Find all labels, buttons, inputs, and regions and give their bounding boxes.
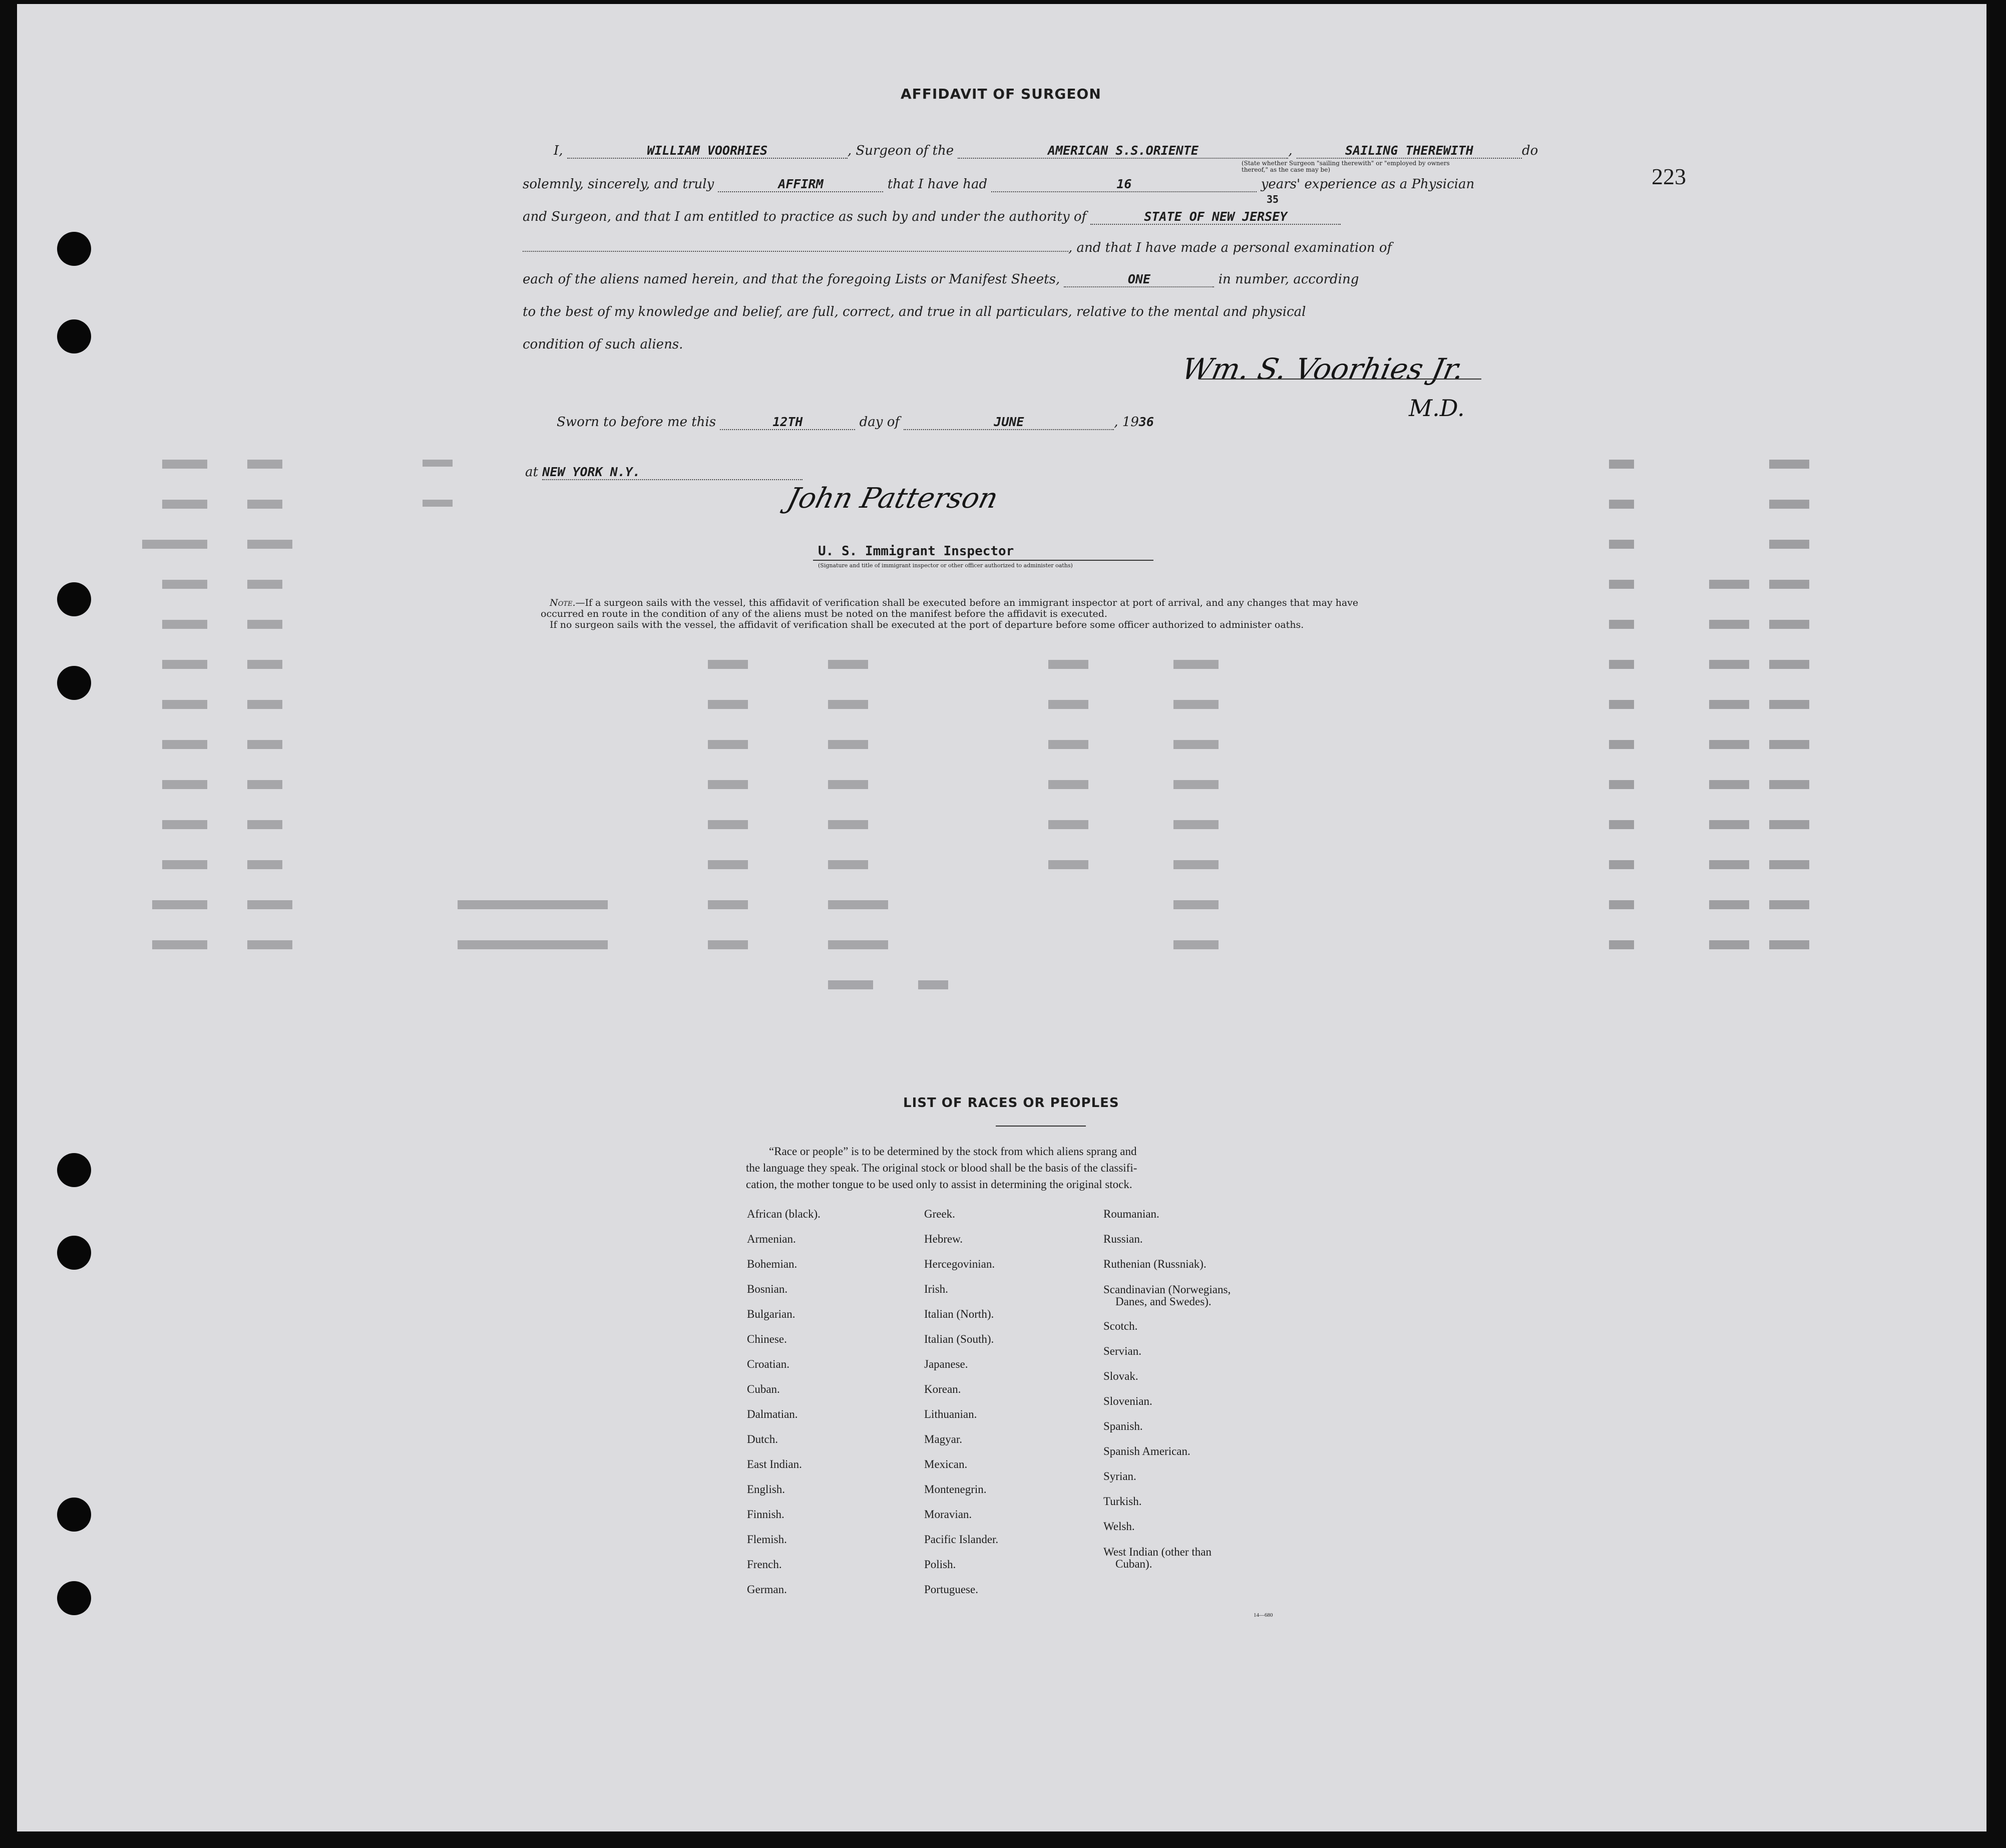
races-column-1 <box>747 1202 821 1602</box>
sworn-place: NEW YORK N.Y. <box>542 465 803 480</box>
race-item: Spanish American. <box>1103 1445 1190 1457</box>
surgeon-name: WILLIAM VOORHIES <box>567 143 848 159</box>
race-item: Slovak. <box>1103 1370 1138 1382</box>
binder-hole <box>57 1236 91 1270</box>
line-text: Sworn to before me this <box>557 415 716 430</box>
line-text: I, <box>554 143 563 158</box>
race-item: Finnish. <box>747 1508 784 1521</box>
race-item: Dutch. <box>747 1433 778 1445</box>
race-item: Irish. <box>924 1283 948 1295</box>
race-item: Slovenian. <box>1103 1395 1152 1407</box>
affidavit-line-3 <box>523 209 1341 225</box>
race-item: Hebrew. <box>924 1233 963 1245</box>
binder-hole <box>57 232 91 266</box>
binder-hole <box>57 319 91 353</box>
place-line <box>525 465 803 480</box>
vessel-name: AMERICAN S.S.ORIENTE <box>958 143 1288 159</box>
line-text: that I have had <box>887 177 988 192</box>
form-number: 14—680 <box>1254 1612 1273 1618</box>
race-item: Lithuanian. <box>924 1408 977 1420</box>
sworn-line <box>557 415 1154 430</box>
race-item: Portuguese. <box>924 1583 978 1596</box>
line-text: solemnly, sincerely, and truly <box>523 177 714 192</box>
note-line-2: occurred en route in the condition of any of the aliens must be noted on the manifest before the affidavit is executed. <box>541 608 1107 619</box>
blank-field <box>523 251 1068 252</box>
race-item: Korean. <box>924 1383 961 1395</box>
race-item: Turkish. <box>1103 1495 1142 1508</box>
race-item: Italian (North). <box>924 1308 994 1320</box>
race-item: Syrian. <box>1103 1470 1136 1483</box>
race-item: Flemish. <box>747 1533 787 1546</box>
affidavit-line-5 <box>523 272 1359 287</box>
race-item: English. <box>747 1483 785 1496</box>
race-item: Mexican. <box>924 1458 968 1470</box>
race-item: Polish. <box>924 1558 956 1571</box>
binder-hole <box>57 1498 91 1532</box>
races-column-2 <box>924 1202 998 1602</box>
line-text: , 19 <box>1114 415 1139 430</box>
inspector-line <box>813 560 1153 561</box>
sworn-month: JUNE <box>904 415 1114 430</box>
race-item: French. <box>747 1558 782 1571</box>
intro-line-3: cation, the mother tongue to be used only to assist in determining the original stock. <box>746 1178 1132 1191</box>
intro-line-2: the language they speak. The original stock or blood shall be the basis of the classifi- <box>746 1162 1137 1174</box>
race-item: Bohemian. <box>747 1258 797 1270</box>
race-item: Bulgarian. <box>747 1308 795 1320</box>
race-item: East Indian. <box>747 1458 802 1470</box>
race-item: Moravian. <box>924 1508 972 1521</box>
line-text: , Surgeon of the <box>847 143 954 158</box>
race-item: Armenian. <box>747 1233 796 1245</box>
surgeon-signature: Wm. S. Voorhies Jr. <box>1178 352 1467 386</box>
note-line-3: If no surgeon sails with the vessel, the affidavit of verification shall be executed at the port of departure before some officer authorized to administer oaths. <box>550 619 1304 630</box>
races-column-3 <box>1103 1202 1231 1570</box>
note-line-1: —If a surgeon sails with the vessel, this affidavit of verification shall be executed before an immigrant inspector at port of arrival, and any changes that may have <box>575 597 1359 608</box>
line-text: , and that I have made a personal examination of <box>1068 240 1392 255</box>
binder-hole <box>57 1153 91 1187</box>
licensing-authority: STATE OF NEW JERSEY <box>1090 209 1341 225</box>
race-item-continued: Cuban). <box>1115 1558 1152 1570</box>
race-item: Roumanian. <box>1103 1208 1159 1220</box>
race-item: Montenegrin. <box>924 1483 987 1496</box>
sheets-count: ONE <box>1064 272 1214 287</box>
line-text: do <box>1521 143 1538 158</box>
years-experience: 16 <box>991 177 1257 192</box>
oath-type: AFFIRM <box>718 177 883 192</box>
inspector-title: U. S. Immigrant Inspector <box>818 544 1014 559</box>
race-item: African (black). <box>747 1208 821 1220</box>
line-text: years' experience as a Physician <box>1261 177 1475 192</box>
line-text: each of the aliens named herein, and that the foregoing Lists or Manifest Sheets, <box>523 272 1060 287</box>
intro-line-1: “Race or people” is to be determined by the stock from which aliens sprang and <box>769 1145 1137 1158</box>
race-item: Japanese. <box>924 1358 968 1370</box>
race-item: Italian (South). <box>924 1333 994 1345</box>
race-item: Croatian. <box>747 1358 789 1370</box>
race-item: Scandinavian (Norwegians, <box>1103 1283 1231 1296</box>
race-item: Hercegovinian. <box>924 1258 995 1270</box>
document-sheet <box>17 4 1986 1831</box>
race-item: Welsh. <box>1103 1520 1135 1533</box>
status-note: (State whether Surgeon "sailing therewith" or "employed by owners thereof," as the case may be) <box>1242 160 1450 173</box>
line-text: in number, according <box>1218 272 1359 287</box>
signature-suffix: M.D. <box>1409 395 1465 422</box>
line-text: at <box>525 465 538 480</box>
affidavit-note <box>541 597 1358 630</box>
line-text: day of <box>859 415 900 430</box>
race-item: Bosnian. <box>747 1283 788 1295</box>
race-item: Servian. <box>1103 1345 1142 1357</box>
line-text: and Surgeon, and that I am entitled to practice as such by and under the authority of <box>523 209 1087 224</box>
affidavit-title: AFFIDAVIT OF SURGEON <box>901 86 1101 102</box>
surgeon-status: SAILING THEREWITH <box>1297 143 1522 159</box>
authority-mark: 35 <box>1267 193 1279 205</box>
race-item: German. <box>747 1583 787 1596</box>
page-number: 223 <box>1652 164 1686 189</box>
race-item: Ruthenian (Russniak). <box>1103 1258 1207 1270</box>
sworn-day: 12TH <box>720 415 855 430</box>
race-item-continued: Danes, and Swedes). <box>1115 1295 1212 1308</box>
affidavit-line-2 <box>523 177 1474 192</box>
inspector-caption: (Signature and title of immigrant inspector or other officer authorized to administer oaths) <box>818 562 1073 569</box>
affidavit-line-6: to the best of my knowledge and belief, are full, correct, and true in all particulars, relative to the mental and physical <box>523 304 1306 319</box>
race-item: Russian. <box>1103 1233 1143 1245</box>
affidavit-line-7: condition of such aliens. <box>523 337 683 352</box>
race-item: Pacific Islander. <box>924 1533 999 1546</box>
race-item: Spanish. <box>1103 1420 1143 1432</box>
sworn-year: 36 <box>1138 415 1154 429</box>
races-title-rule <box>996 1126 1086 1127</box>
races-intro <box>746 1143 1137 1193</box>
race-item: Greek. <box>924 1208 955 1220</box>
race-item: Chinese. <box>747 1333 787 1345</box>
race-item: Scotch. <box>1103 1320 1138 1332</box>
races-title: LIST OF RACES OR PEOPLES <box>903 1095 1119 1111</box>
race-item: Dalmatian. <box>747 1408 798 1420</box>
signature-line <box>1198 379 1481 380</box>
race-item: West Indian (other than <box>1103 1546 1212 1558</box>
race-item: Magyar. <box>924 1433 963 1445</box>
affidavit-line-1: I, WILLIAM VOORHIES , Surgeon of the AMERICAN S.S.ORIENTE , SAILING THEREWITH do <box>554 143 1538 158</box>
affidavit-line-4 <box>523 240 1392 255</box>
binder-hole <box>57 1581 91 1615</box>
note-label: Note. <box>550 597 576 608</box>
race-item: Cuban. <box>747 1383 780 1395</box>
inspector-signature: John Patterson <box>783 482 1002 515</box>
